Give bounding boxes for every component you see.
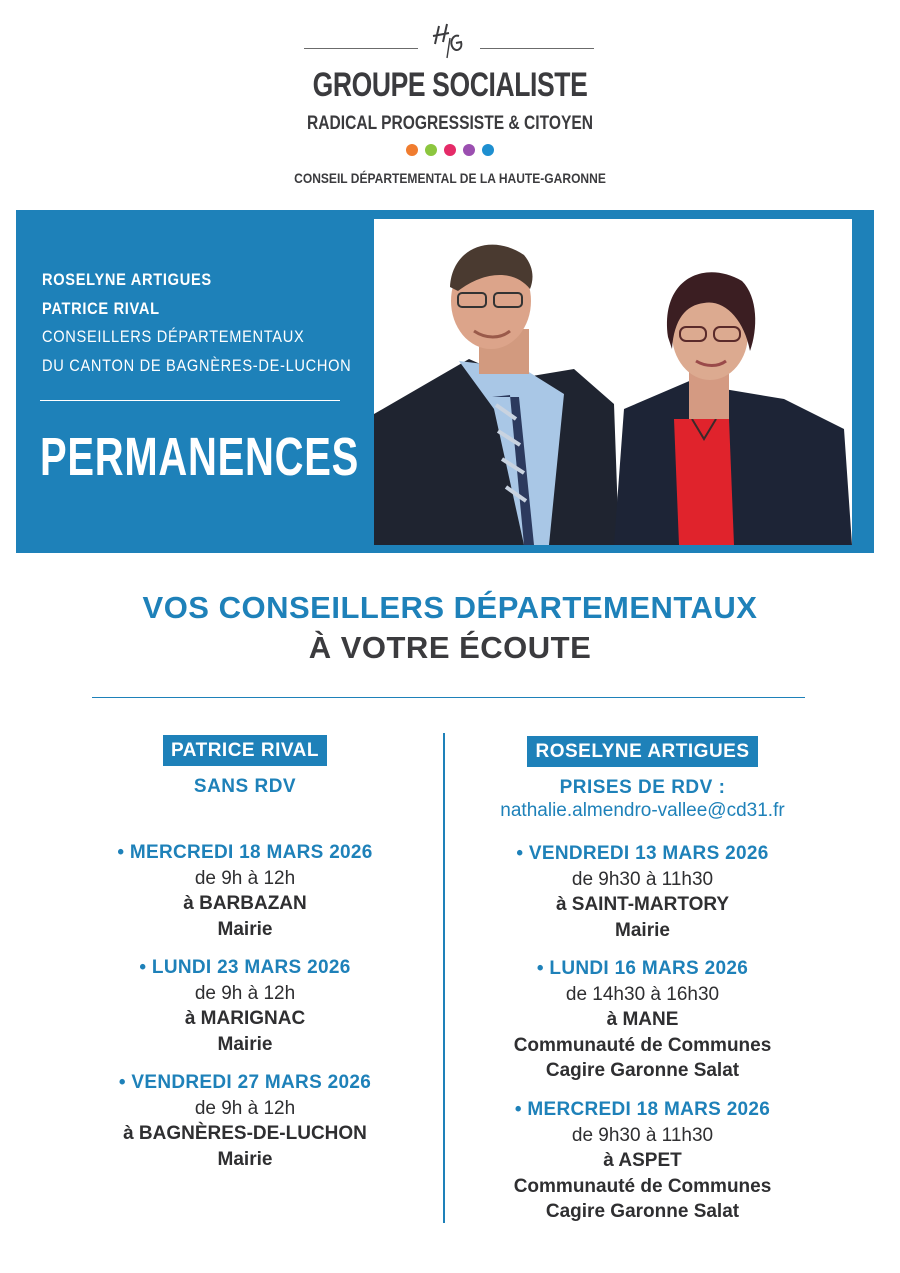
role-line-2: DU CANTON DE BAGNÈRES-DE-LUCHON [42,355,352,375]
item-venue-2: Cagire Garonne Salat [545,1201,740,1222]
schedule-item [470,841,815,943]
role-line-1: CONSEILLERS DÉPARTEMENTAUX [42,327,305,346]
item-venue-2: Cagire Garonne Salat [545,1060,740,1081]
color-dot [444,144,456,156]
item-place: à SAINT-MARTORY [555,894,730,915]
name-patrice: PATRICE RIVAL [42,298,160,318]
schedule-item [470,956,815,1084]
item-place: à BAGNÈRES-DE-LUCHON [123,1123,367,1144]
item-time: de 9h30 à 11h30 [571,868,714,890]
item-date: • VENDREDI 13 MARS 2026 [516,843,769,864]
item-venue: Mairie [217,918,273,940]
schedule-item [470,1097,815,1225]
item-venue: Mairie [217,1033,273,1055]
color-dot [482,144,494,156]
color-dots [0,144,900,156]
main-heading: VOS CONSEILLERS DÉPARTEMENTAUX [142,590,758,625]
group-title: GROUPE SOCIALISTE [312,66,588,104]
item-place: à MARIGNAC [184,1008,306,1029]
item-time: de 9h à 12h [194,1097,296,1119]
left-name-tag: PATRICE RIVAL [163,735,327,766]
item-date: • LUNDI 23 MARS 2026 [139,957,351,978]
item-date: • MERCREDI 18 MARS 2026 [514,1099,771,1120]
right-name-tag: ROSELYNE ARTIGUES [527,736,757,767]
photo-illustration [374,219,852,545]
schedule-item [95,1070,395,1172]
council-name: CONSEIL DÉPARTEMENTAL DE LA HAUTE-GARONNE [294,170,606,186]
item-place: à ASPET [603,1150,682,1171]
councillors-photo [374,219,852,545]
item-place: à MANE [606,1009,679,1030]
schedule-item [95,955,395,1057]
item-venue: Communauté de Communes [513,1175,772,1197]
item-venue: Mairie [217,1148,273,1170]
item-time: de 9h30 à 11h30 [571,1124,714,1146]
item-date: • VENDREDI 27 MARS 2026 [118,1072,372,1093]
color-dot [406,144,418,156]
column-divider [443,733,445,1223]
logo-monogram [425,20,475,60]
item-time: de 9h à 12h [194,867,296,889]
item-venue: Communauté de Communes [513,1034,772,1056]
right-note: PRISES DE RDV : [559,777,726,798]
color-dot [463,144,475,156]
left-column [95,735,395,766]
left-note: SANS RDV [193,776,297,797]
councillor-names [42,266,351,380]
group-subtitle: RADICAL PROGRESSISTE & CITOYEN [307,113,593,134]
banner-rule [40,400,340,401]
color-dot [425,144,437,156]
main-subheading: À VOTRE ÉCOUTE [308,630,592,665]
banner-title: PERMANENCES [40,427,359,487]
item-date: • MERCREDI 18 MARS 2026 [117,842,373,863]
header-rule-right [480,48,594,49]
item-date: • LUNDI 16 MARS 2026 [536,958,749,979]
item-time: de 14h30 à 16h30 [565,983,720,1005]
header-rule-left [304,48,418,49]
name-roselyne: ROSELYNE ARTIGUES [42,270,212,289]
contact-email-link[interactable]: nathalie.almendro-vallee@cd31.fr [500,800,785,821]
right-column [470,736,815,767]
item-time: de 9h à 12h [194,982,296,1004]
heading-rule [92,697,805,698]
item-venue: Mairie [615,919,670,941]
schedule-item [95,840,395,942]
item-place: à BARBAZAN [183,893,307,914]
